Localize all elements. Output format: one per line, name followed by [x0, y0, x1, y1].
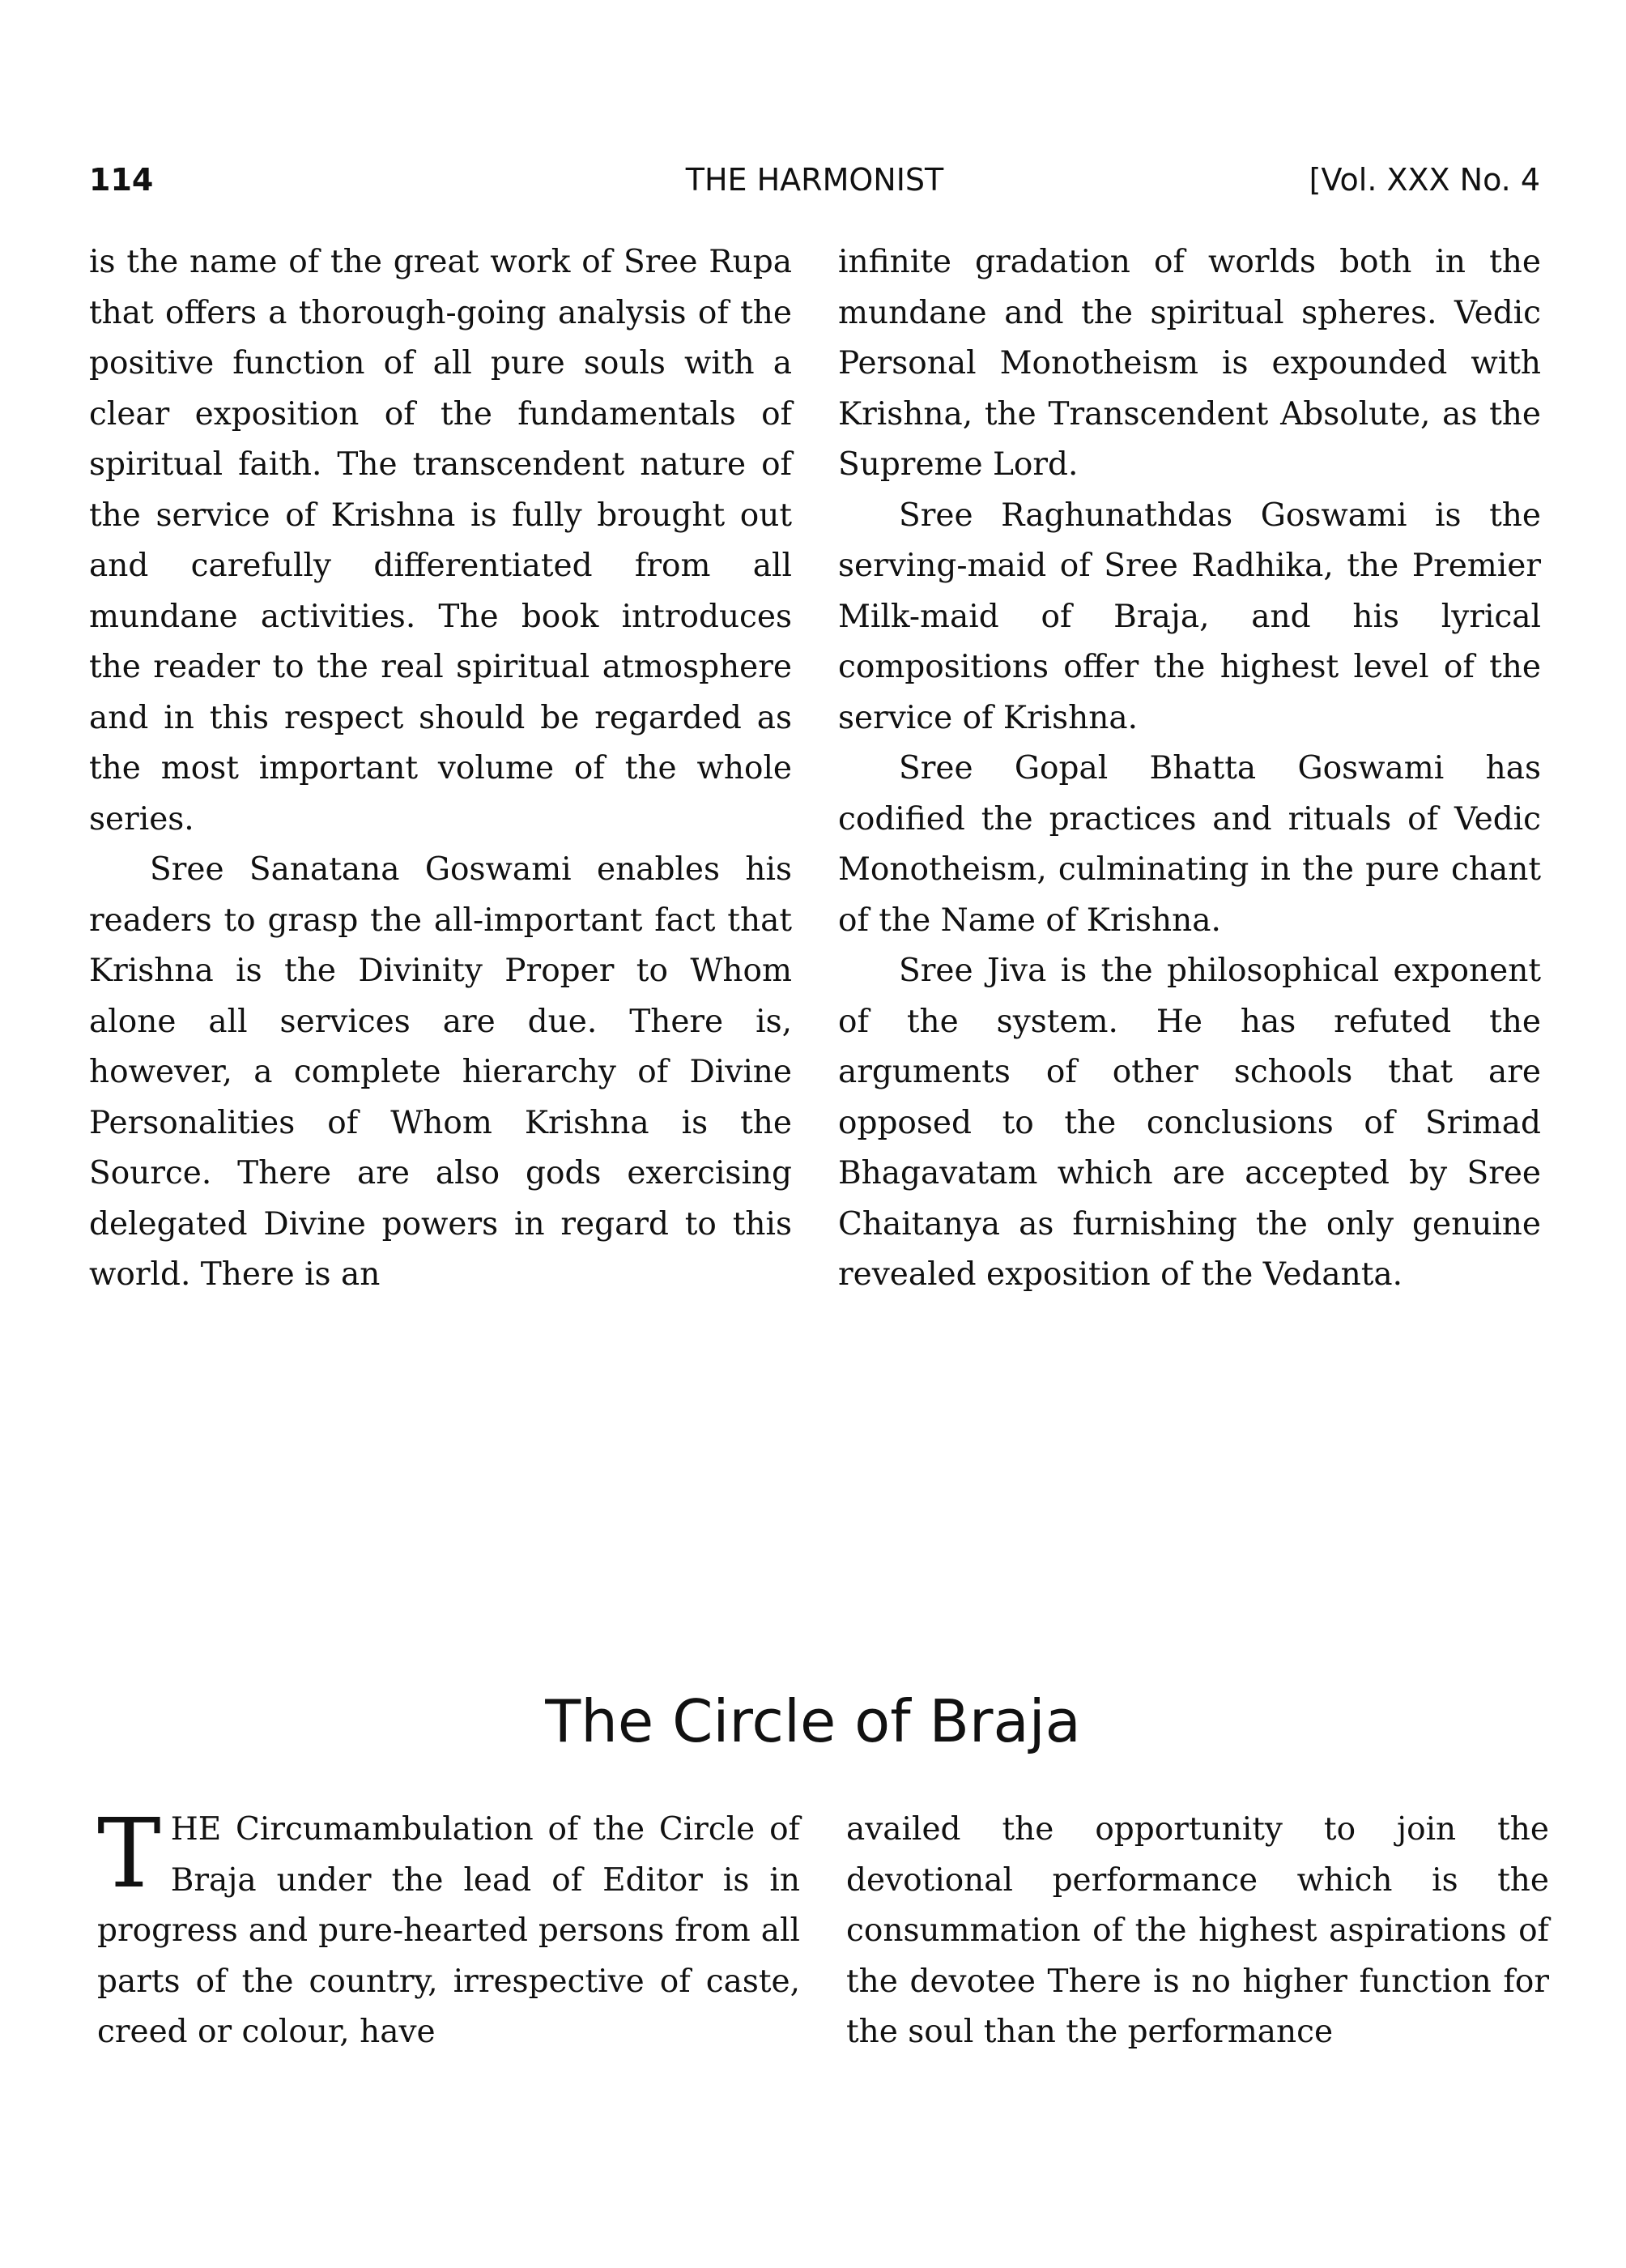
paragraph: Sree Raghunathdas Goswami is the serving-maid of Sree Radhika, the Premier Milk-maid of Braja, and his lyrical compositions offer the highest level of the service of Krishna.: [838, 497, 1541, 736]
running-title: THE HARMONIST: [685, 162, 944, 198]
drop-cap: T: [97, 1797, 161, 1909]
article-left-column: [97, 1797, 800, 2058]
paragraph: Sree Sanatana Goswami enables his readers to grasp the all-important fact that Krishna is the Divinity Proper to Whom alone all services are due. There is, however, a complete hierarchy of Divine Personalities of Whom Krishna is the Source. There are also gods exercising delegated Divine powers in regard to this world. There is an: [89, 851, 792, 1293]
paragraph: infinite gradation of worlds both in the mundane and the spiritual spheres. Vedic Personal Monotheism is expounded with Krishna, the Transcendent Absolute, as the Supreme Lord.: [838, 244, 1541, 483]
article-right-column: [846, 1805, 1549, 2058]
paragraph: is the name of the great work of Sree Rupa that offers a thorough-going analysis of the positive function of all pure souls with a clear exposition of the fundamentals of spiritual faith. The transcendent nature of the service of Krishna is fully brought out and carefully differentiated from all mundane activities. The book introduces the reader to the real spiritual atmosphere and in this respect should be regarded as the most important volume of the whole series.: [89, 244, 792, 838]
paragraph: Sree Gopal Bhatta Goswami has codified the practices and rituals of Vedic Monotheism, culminating in the pure chant of the Name of Krishna.: [838, 750, 1541, 939]
page-number: 114: [89, 162, 154, 198]
top-left-column: [89, 237, 792, 1301]
page-header: [89, 162, 1540, 211]
article-opening-paragraph: [97, 1797, 800, 2058]
article-title: The Circle of Braja: [545, 1687, 1081, 1755]
paragraph: Sree Jiva is the philosophical exponent of the system. He has refuted the arguments of other schools that are opposed to the conclusions of Srimad Bhagavatam which are accepted by Sree Chaitanya as furnishing the only genuine revealed exposition of the Vedanta.: [838, 953, 1541, 1293]
top-right-column: [838, 237, 1541, 1301]
paragraph: availed the opportunity to join the devotional performance which is the consummation of the highest aspirations of the devotee There is no higher function for the soul than the performance: [846, 1811, 1549, 2050]
issue-reference: [Vol. XXX No. 4: [1309, 162, 1540, 198]
article-opening-text: HE Circumambulation of the Circle of Braja under the lead of Editor is in progress and pure-hearted persons from all parts of the country, irrespective of caste, creed or colour, have: [97, 1811, 800, 2050]
